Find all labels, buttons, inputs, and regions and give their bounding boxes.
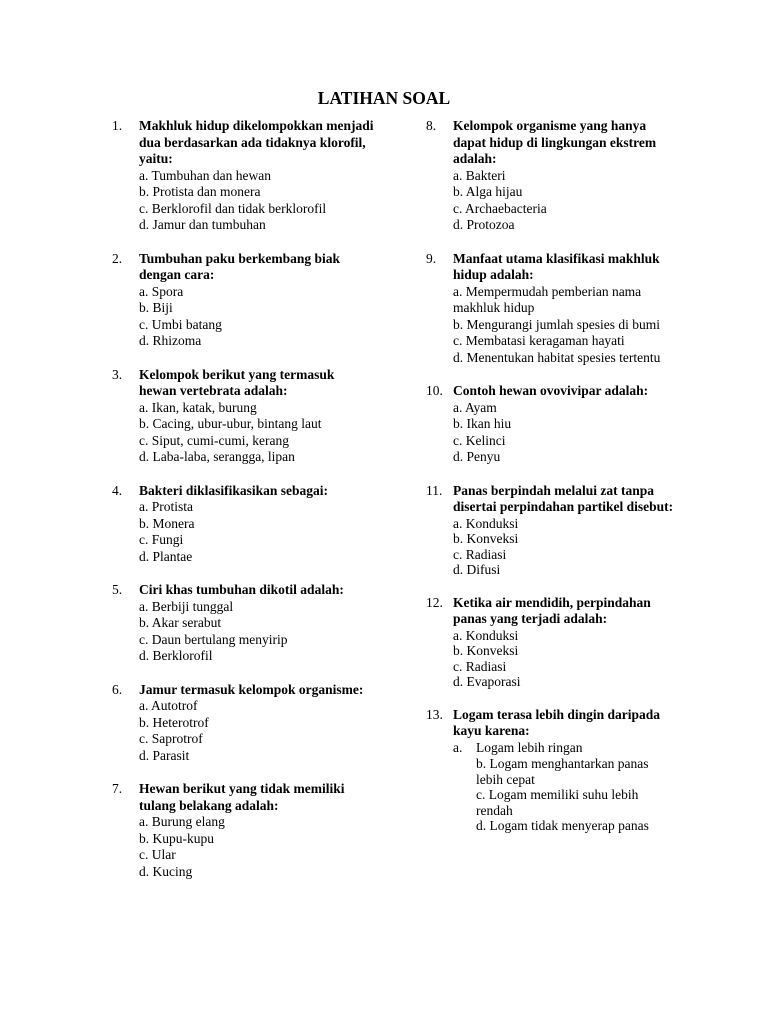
option-b: b. Alga hijau xyxy=(453,184,523,199)
option-a: a. Ikan, katak, burung xyxy=(139,399,257,415)
question-number: 5. xyxy=(112,582,123,597)
question-11 xyxy=(426,483,676,578)
option-d: d. Penyu xyxy=(453,449,501,464)
option-b: b. Monera xyxy=(139,515,195,531)
question-2 xyxy=(112,251,374,350)
option-c: c. Siput, cumi-cumi, kerang xyxy=(139,432,289,448)
option-a: a. Konduksi xyxy=(453,515,519,531)
option-d: d. Jamur dan tumbuhan xyxy=(139,217,266,232)
question-9 xyxy=(426,251,676,367)
question-1 xyxy=(112,118,374,234)
question-text: Panas berpindah melalui zat tanpa disertai perpindahan partikel disebut: xyxy=(453,482,674,514)
question-text: Jamur termasuk kelompok organisme: xyxy=(139,681,364,697)
option-a: a. Burung elang xyxy=(139,814,225,829)
option-d: d. Evaporasi xyxy=(453,674,521,689)
question-column-right xyxy=(426,118,676,851)
question-number: 10. xyxy=(426,383,443,398)
option-a: a. Tumbuhan dan hewan xyxy=(139,167,271,183)
option-c: c. Membatasi keragaman hayati xyxy=(453,333,625,348)
option-b: b. Konveksi xyxy=(453,643,519,658)
option-d: d. Plantae xyxy=(139,548,193,564)
question-text: Hewan berikut yang tidak memiliki tulang belakang adalah: xyxy=(139,781,345,813)
question-column-left xyxy=(112,118,374,897)
question-3 xyxy=(112,367,374,466)
option-d: d. Difusi xyxy=(453,562,501,577)
question-5 xyxy=(112,582,374,665)
option-a xyxy=(453,740,676,757)
question-13 xyxy=(426,707,676,834)
question-8 xyxy=(426,118,676,234)
option-b: b. Akar serabut xyxy=(139,615,222,630)
question-text: Makhluk hidup dikelompokkan menjadi dua berdasarkan ada tidaknya klorofil, yaitu: xyxy=(139,118,374,166)
option-a: a. Spora xyxy=(139,283,184,299)
option-c: c. Umbi batang xyxy=(139,316,222,332)
option-a-text: Logam lebih ringan xyxy=(476,739,583,755)
option-a: a. Mempermudah pemberian nama makhluk hidup xyxy=(453,283,642,315)
option-c: c. Archaebacteria xyxy=(453,200,547,216)
option-a: a. Protista xyxy=(139,499,193,514)
page-title: LATIHAN SOAL xyxy=(317,88,451,108)
option-a-label: a. xyxy=(453,739,463,755)
question-number: 1. xyxy=(112,118,123,133)
option-d: d. Rhizoma xyxy=(139,333,202,348)
option-b: b. Cacing, ubur-ubur, bintang laut xyxy=(139,416,322,431)
question-text: Bakteri diklasifikasikan sebagai: xyxy=(139,482,329,498)
option-a: a. Berbiji tunggal xyxy=(139,598,234,614)
question-number: 4. xyxy=(112,482,123,498)
option-c: c. Daun bertulang menyirip xyxy=(139,631,288,647)
question-4 xyxy=(112,483,374,566)
option-b: b. Konveksi xyxy=(453,531,519,546)
option-d: d. Kucing xyxy=(139,863,193,879)
option-a: a. Ayam xyxy=(453,399,497,415)
option-b: b. Logam menghantarkan panas lebih cepat xyxy=(476,756,649,787)
option-d: d. Berklorofil xyxy=(139,648,213,663)
option-b: b. Ikan hiu xyxy=(453,416,512,431)
option-c: c. Berklorofil dan tidak berklorofil xyxy=(139,200,327,216)
question-number: 12. xyxy=(426,594,443,610)
question-number: 11. xyxy=(426,482,443,498)
option-c: c. Radiasi xyxy=(453,546,507,562)
question-number: 7. xyxy=(112,781,123,796)
option-d: d. Menentukan habitat spesies tertentu xyxy=(453,349,661,365)
question-text: Kelompok berikut yang termasuk hewan vertebrata adalah: xyxy=(139,366,335,398)
question-6 xyxy=(112,682,374,765)
option-b: b. Heterotrof xyxy=(139,714,209,730)
option-d: d. Laba-laba, serangga, lipan xyxy=(139,449,295,464)
option-c: c. Radiasi xyxy=(453,658,507,674)
question-10 xyxy=(426,383,676,466)
question-number: 9. xyxy=(426,250,437,266)
question-number: 2. xyxy=(112,250,123,266)
option-b: b. Kupu-kupu xyxy=(139,830,214,846)
question-number: 6. xyxy=(112,681,123,697)
question-number: 8. xyxy=(426,118,437,133)
question-text: Ciri khas tumbuhan dikotil adalah: xyxy=(139,582,344,597)
question-text: Ketika air mendidih, perpindahan panas yang terjadi adalah: xyxy=(453,594,651,626)
question-text: Contoh hewan ovovivipar adalah: xyxy=(453,383,649,398)
option-d: d. Protozoa xyxy=(453,217,515,232)
question-text: Tumbuhan paku berkembang biak dengan cara: xyxy=(139,250,340,282)
question-text: Logam terasa lebih dingin daripada kayu karena: xyxy=(453,706,661,738)
option-c: c. Ular xyxy=(139,847,176,862)
question-12 xyxy=(426,595,676,690)
option-c: c. Fungi xyxy=(139,532,184,547)
option-d: d. Parasit xyxy=(139,747,190,763)
question-number: 3. xyxy=(112,366,123,382)
option-c: c. Logam memiliki suhu lebih rendah xyxy=(476,787,639,818)
question-text: Kelompok organisme yang hanya dapat hidup di lingkungan ekstrem adalah: xyxy=(453,118,657,166)
option-b: b. Protista dan monera xyxy=(139,184,261,199)
option-a: a. Bakteri xyxy=(453,167,506,183)
option-b: b. Biji xyxy=(139,300,173,315)
option-b: b. Mengurangi jumlah spesies di bumi xyxy=(453,316,660,332)
option-a: a. Konduksi xyxy=(453,627,519,643)
option-a: a. Autotrof xyxy=(139,698,198,713)
option-d: d. Logam tidak menyerap panas xyxy=(476,818,649,833)
option-c: c. Kelinci xyxy=(453,432,506,448)
question-text: Manfaat utama klasifikasi makhluk hidup adalah: xyxy=(453,250,660,282)
option-c: c. Saprotrof xyxy=(139,731,203,746)
question-number: 13. xyxy=(426,706,443,722)
question-7 xyxy=(112,781,374,880)
